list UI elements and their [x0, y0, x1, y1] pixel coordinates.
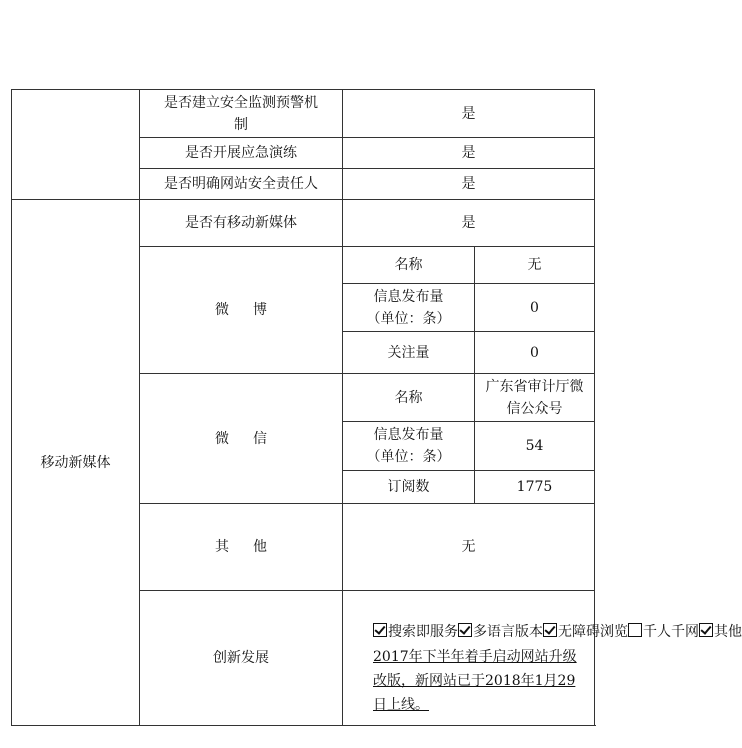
security-section-cell	[12, 90, 140, 200]
checkbox-icon[interactable]	[543, 623, 557, 637]
has-media-value: 是	[343, 200, 595, 247]
wechat-posts-value: 54	[475, 422, 595, 471]
wechat-label: 微信	[140, 374, 343, 504]
drill-label: 是否开展应急演练	[140, 138, 343, 169]
checkbox-icon[interactable]	[458, 623, 472, 637]
wechat-name-value: 广东省审计厅微信公众号	[475, 374, 595, 422]
has-media-label: 是否有移动新媒体	[140, 200, 343, 247]
checkbox-icon[interactable]	[628, 623, 642, 637]
wechat-subscribers-label: 订阅数	[343, 471, 475, 504]
weibo-followers-value: 0	[475, 332, 595, 374]
weibo-posts-label: 信息发布量 （单位：条）	[343, 284, 475, 332]
monitoring-label: 是否建立安全监测预警机制	[140, 90, 343, 138]
row-has-media	[12, 200, 595, 247]
weibo-name-value: 无	[475, 247, 595, 284]
responsible-value: 是	[343, 169, 595, 200]
innovation-options	[373, 621, 742, 643]
weibo-label: 微博	[140, 247, 343, 374]
wechat-subscribers-value: 1775	[475, 471, 595, 504]
option-accessibility[interactable]: 无障碍浏览	[543, 624, 628, 640]
drill-value: 是	[343, 138, 595, 169]
monitoring-value: 是	[343, 90, 595, 138]
innovation-content	[343, 591, 742, 726]
responsible-label: 是否明确网站安全责任人	[140, 169, 343, 200]
checkbox-icon[interactable]	[373, 623, 387, 637]
wechat-posts-label: 信息发布量 （单位：条）	[343, 422, 475, 471]
report-table	[11, 89, 742, 726]
option-personalized[interactable]: 千人千网	[628, 624, 699, 640]
option-search-as-service[interactable]: 搜索即服务	[373, 624, 458, 640]
weibo-followers-label: 关注量	[343, 332, 475, 374]
row-monitoring	[12, 90, 595, 138]
option-multilingual[interactable]: 多语言版本	[458, 624, 543, 640]
checkbox-icon[interactable]	[699, 623, 713, 637]
other-label: 其他	[140, 504, 343, 591]
innovation-note: 2017年下半年着手启动网站升级改版，新网站已于2018年1月29日上线。	[373, 649, 577, 713]
mobile-section-label: 移动新媒体	[12, 200, 140, 726]
weibo-posts-value: 0	[475, 284, 595, 332]
innovation-label: 创新发展	[140, 591, 343, 726]
other-value: 无	[343, 504, 595, 591]
weibo-name-label: 名称	[343, 247, 475, 284]
wechat-name-label: 名称	[343, 374, 475, 422]
option-other[interactable]: 其他	[699, 624, 742, 640]
